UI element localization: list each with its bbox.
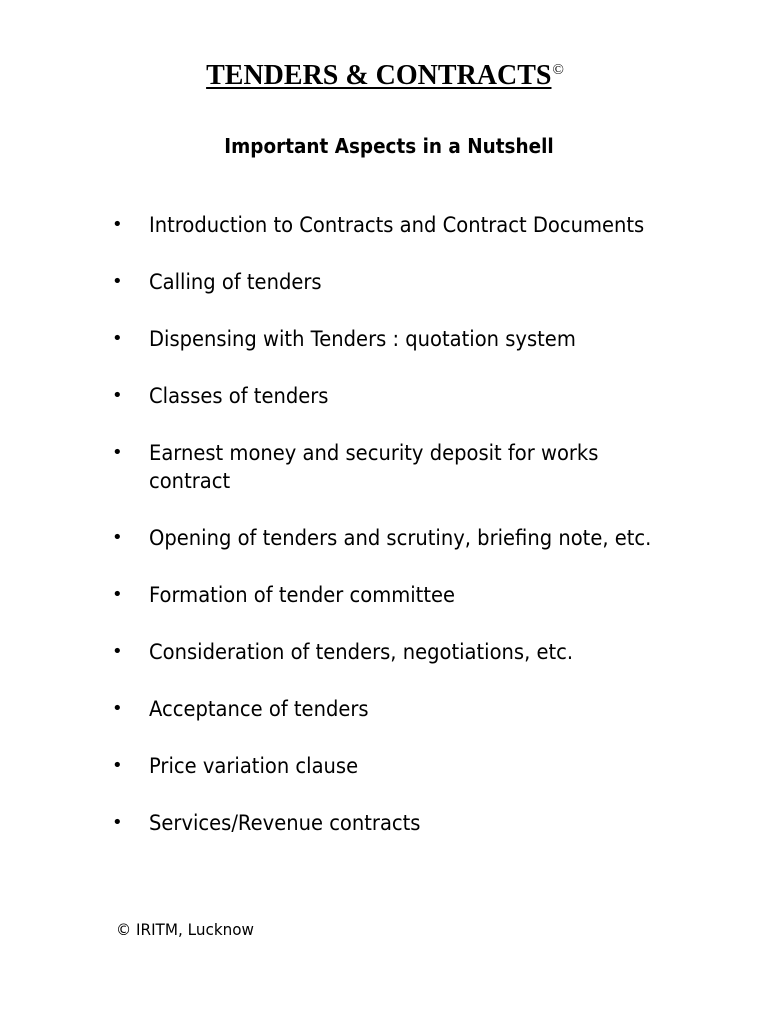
bullet-icon: •: [112, 385, 123, 406]
topic-text: Consideration of tenders, negotiations, etc.: [149, 640, 574, 664]
bullet-icon: •: [112, 812, 123, 833]
topic-text: Services/Revenue contracts: [149, 811, 421, 835]
bullet-icon: •: [112, 698, 123, 719]
bullet-icon: •: [112, 328, 123, 349]
topic-text: Opening of tenders and scrutiny, briefing note, etc.: [149, 526, 652, 550]
topic-text: Calling of tenders: [149, 270, 322, 294]
document-title-text: TENDERS & CONTRACTS: [206, 60, 552, 91]
bullet-icon: •: [112, 527, 123, 548]
bullet-icon: •: [112, 755, 123, 776]
topic-text: Dispensing with Tenders : quotation system: [149, 327, 576, 351]
topic-text: Earnest money and security deposit for works contract: [149, 441, 599, 493]
topic-text: Classes of tenders: [149, 384, 329, 408]
topic-text: Introduction to Contracts and Contract Documents: [149, 213, 645, 237]
document-subtitle: Important Aspects in a Nutshell: [224, 134, 554, 158]
topic-text: Formation of tender committee: [149, 583, 456, 607]
bullet-icon: •: [112, 271, 123, 292]
copyright-mark: ©: [552, 62, 564, 78]
bullet-icon: •: [112, 442, 123, 463]
bullet-icon: •: [112, 584, 123, 605]
topic-text: Acceptance of tenders: [149, 697, 369, 721]
bullet-icon: •: [112, 641, 123, 662]
topic-text: Price variation clause: [149, 754, 359, 778]
copyright-footer: © IRITM, Lucknow: [116, 920, 254, 939]
bullet-icon: •: [112, 214, 123, 235]
